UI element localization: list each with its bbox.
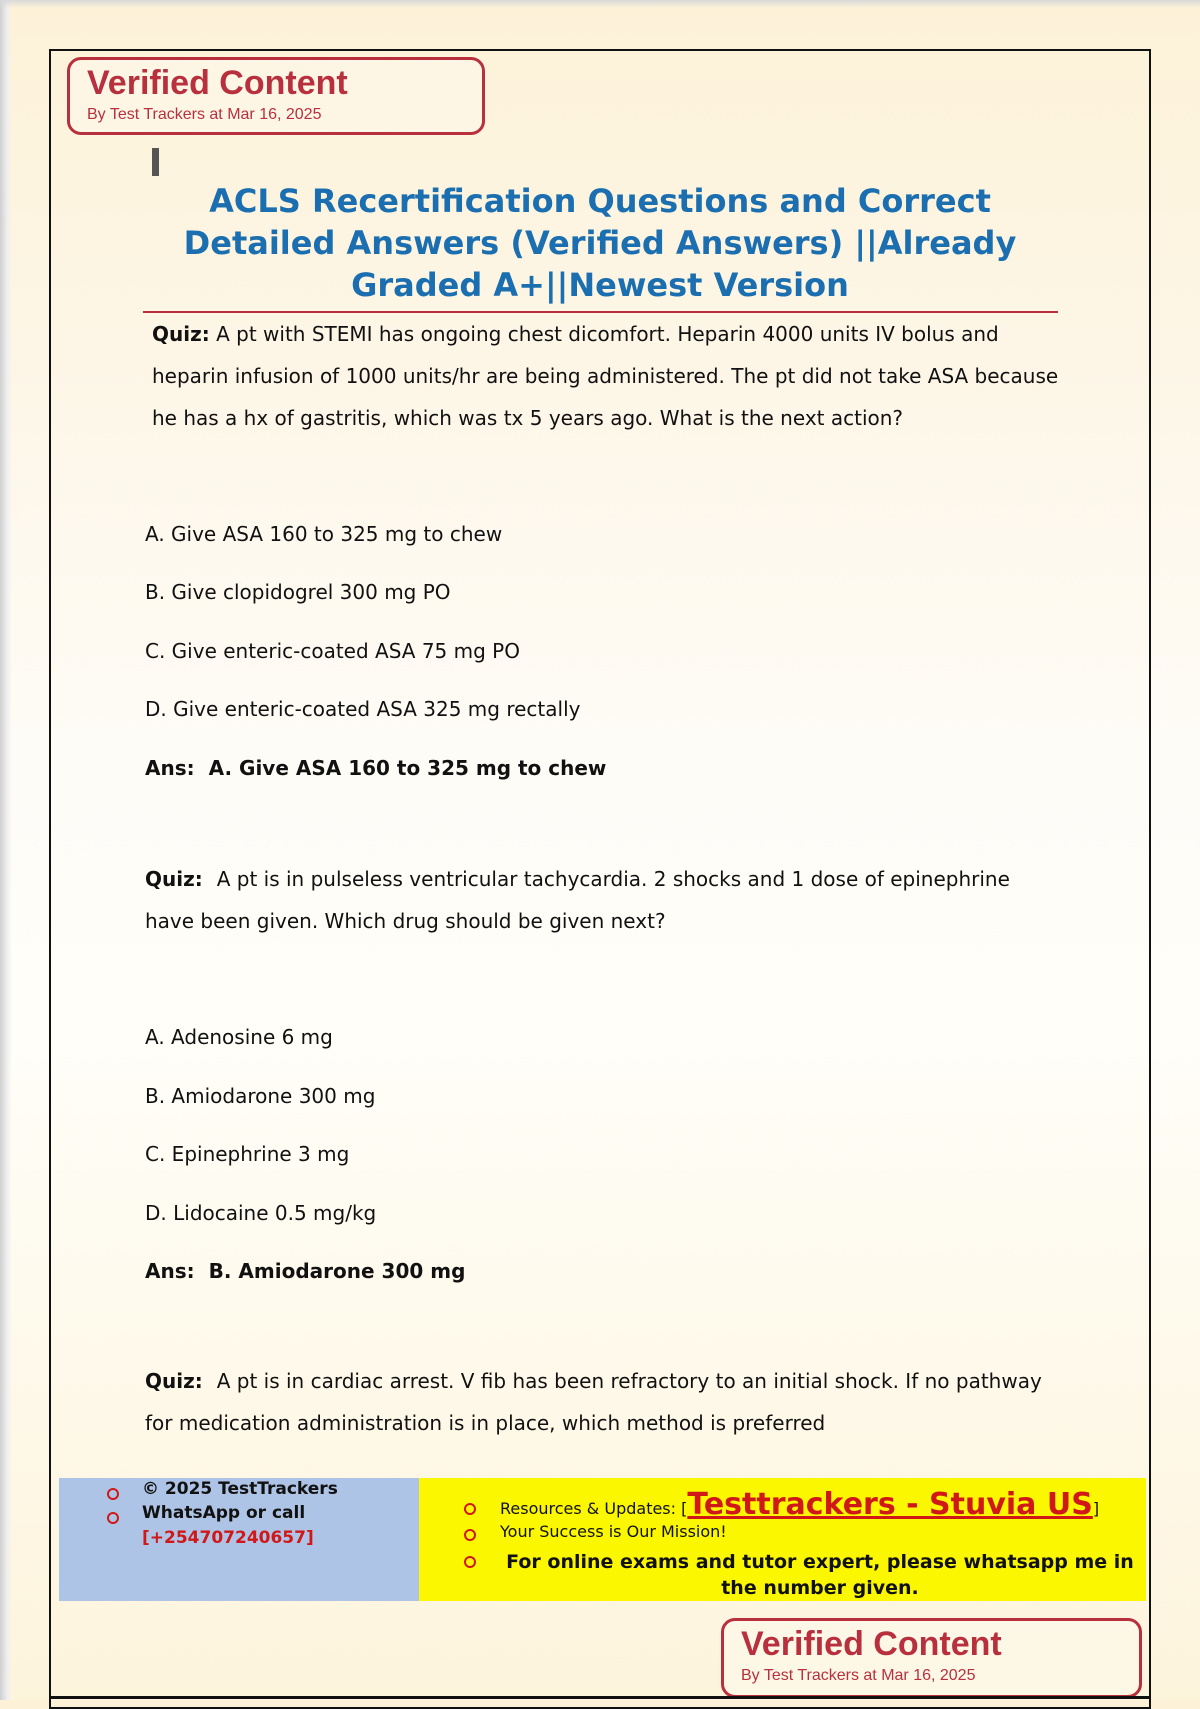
- bottom-rule: [49, 1696, 1151, 1699]
- bullet-icon: [464, 1503, 476, 1515]
- footer-copyright: © 2025 TestTrackers: [142, 1479, 338, 1499]
- quiz-question-1: [152, 313, 1072, 439]
- resources-label: Resources & Updates: [: [500, 1499, 688, 1518]
- option-1d: D. Give enteric-coated ASA 325 mg rectally: [145, 697, 581, 721]
- verified-content-stamp-bottom: [721, 1618, 1142, 1698]
- footer-online-exams: For online exams and tutor expert, please whatsapp me in the number given.: [506, 1551, 1134, 1599]
- page-shadow-top: [0, 0, 1200, 8]
- option-2a: A. Adenosine 6 mg: [145, 1025, 333, 1049]
- option-2c: C. Epinephrine 3 mg: [145, 1142, 350, 1166]
- resources-close: ]: [1092, 1499, 1100, 1518]
- footer-mission: Your Success is Our Mission!: [500, 1522, 727, 1541]
- verified-title: Verified Content: [741, 1625, 1002, 1663]
- text-cursor: [152, 148, 159, 176]
- footer-resources: [500, 1487, 1099, 1522]
- verified-subtitle: By Test Trackers at Mar 16, 2025: [87, 106, 322, 123]
- document-title: ACLS Recertification Questions and Correct Detailed Answers (Verified Answers) ||Already Graded A+||Newest Version: [183, 182, 1017, 304]
- bullet-icon: [107, 1512, 119, 1524]
- footer-phone[interactable]: [+254707240657]: [142, 1528, 314, 1548]
- option-1c: C. Give enteric-coated ASA 75 mg PO: [145, 639, 520, 663]
- answer-label: Ans:: [145, 756, 195, 780]
- stuvia-link[interactable]: Testtrackers - Stuvia US: [687, 1487, 1093, 1522]
- bullet-icon: [464, 1529, 476, 1541]
- option-2b: B. Amiodarone 300 mg: [145, 1084, 376, 1108]
- quiz-text: A pt with STEMI has ongoing chest dicomfort. Heparin 4000 units IV bolus and heparin infusion of 1000 units/hr are being administered. The pt did not take ASA because he has a hx of gastritis, which was tx 5 years ago. What is the next action?: [152, 322, 1059, 430]
- answer-text: A. Give ASA 160 to 325 mg to chew: [208, 756, 607, 780]
- verified-content-stamp-top: [67, 57, 485, 135]
- quiz-question-3: [145, 1360, 1065, 1444]
- option-1a: A. Give ASA 160 to 325 mg to chew: [145, 522, 503, 546]
- quiz-text: A pt is in pulseless ventricular tachycardia. 2 shocks and 1 dose of epinephrine have been given. Which drug should be given next?: [145, 867, 1010, 933]
- quiz-label: Quiz:: [145, 1369, 203, 1393]
- footer-whatsapp-label: WhatsApp or call: [142, 1503, 306, 1523]
- bullet-icon: [464, 1556, 476, 1568]
- answer-label: Ans:: [145, 1259, 195, 1283]
- option-1b: B. Give clopidogrel 300 mg PO: [145, 580, 451, 604]
- verified-title: Verified Content: [87, 64, 348, 102]
- answer-text: B. Amiodarone 300 mg: [208, 1259, 466, 1283]
- option-2d: D. Lidocaine 0.5 mg/kg: [145, 1201, 377, 1225]
- quiz-label: Quiz:: [152, 322, 210, 346]
- verified-subtitle: By Test Trackers at Mar 16, 2025: [741, 1667, 976, 1684]
- answer-1: [145, 756, 606, 780]
- page-shadow-left: [0, 0, 12, 1700]
- bullet-icon: [107, 1488, 119, 1500]
- quiz-question-2: [145, 858, 1065, 942]
- answer-2: [145, 1259, 465, 1283]
- quiz-text: A pt is in cardiac arrest. V fib has been refractory to an initial shock. If no pathway for medication administration is in place, which method is preferred: [145, 1369, 1042, 1435]
- quiz-label: Quiz:: [145, 867, 203, 891]
